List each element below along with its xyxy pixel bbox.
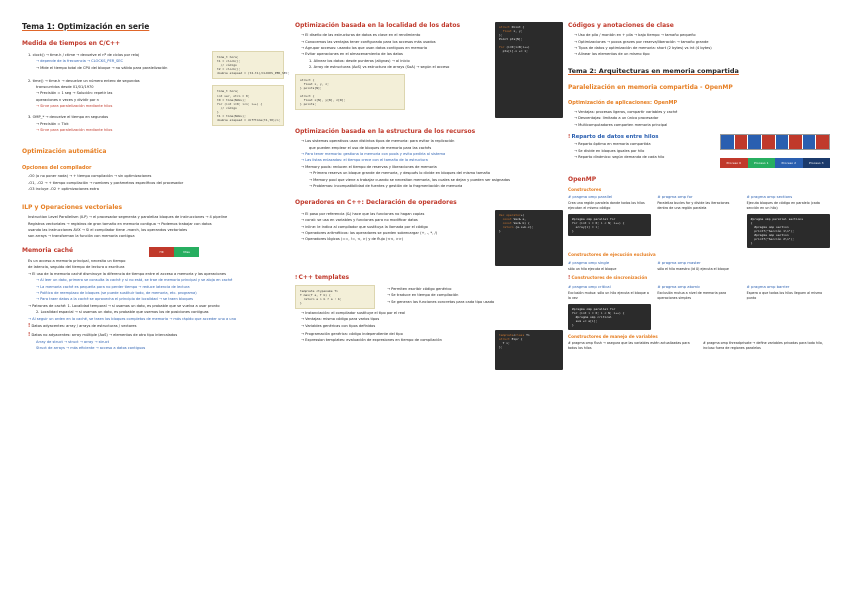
text-line: → Para traer datos a la caché se aprovecha el principio de localidad → se traen bloques bbox=[36, 297, 194, 302]
subsection-openmp-opt: Optimización de aplicaciones: OpenMP bbox=[568, 100, 678, 107]
code-note-aos-soa: struct { float x, y, z; } points[N]; struct { float x[N], y[N], z[N]; } points; bbox=[295, 74, 405, 110]
text-line: → Reparto dinámico: según demanda de cada hilo bbox=[574, 155, 665, 160]
text-line: transcurridos desde 01/01/1970 bbox=[36, 84, 94, 89]
section-estructura-recursos: Optimización basada en la estructura de los recursos bbox=[295, 128, 476, 135]
text-line: → Para tener memoria: gestiona la memoria con pools y evita pedirla al sistema bbox=[301, 151, 446, 156]
text-line: operaciones n veces y dividir por n bbox=[36, 97, 99, 102]
section-openmp: OpenMP bbox=[568, 175, 597, 183]
pragma-threadprivate-text: # pragma omp threadprivate → define variables privadas para todo hilo, incluso fuera de regiones paralelas bbox=[703, 341, 823, 351]
section-paralelizacion: Paralelización en memoria compartida - OpenMP bbox=[568, 84, 733, 92]
cache-diagram bbox=[149, 247, 199, 257]
text-line: → Uso de pila / montón en + pila → bajo tiempo → tamaño pequeño bbox=[574, 33, 696, 38]
text-line: son arrays → transforman la función con memoria contigua bbox=[28, 234, 135, 239]
text-line: -O0 (o no poner nada) → + tiempo compilación → sin optimizaciones bbox=[28, 174, 152, 179]
text-line: → Conocemos las ventajas tener configurado para los accesos más usados bbox=[301, 39, 436, 44]
thread-cell bbox=[735, 135, 749, 149]
code-note-time: time_t hora; int ver, otro = 0; t0 = time(NULL); for (int i=0; i<n; i++) { // código } t1 = time(NULL); double elapsed = difftime(t1,t0)/n; bbox=[212, 85, 284, 125]
text-line: → Ventajas: procesos ligeros, compartir variables y caché bbox=[574, 109, 678, 114]
pragma-title: # pragma omp atomic bbox=[657, 284, 701, 290]
pragma-desc: Ejecuta bloques de código en paralelo (cada sección en un hilo) bbox=[746, 201, 820, 211]
subsection-manejo-variables: Constructores de manejo de variables bbox=[568, 333, 658, 339]
pragma-desc: Paraleliza bucles for y divide las iteraciones dentro de una región paralela bbox=[657, 201, 730, 211]
text-line: 2. Localidad espacial → si usamos un dato, es probable que usemos los de posiciones contiguas bbox=[36, 310, 209, 315]
text-line: 1. clock() → time.h / ctime → devuelve el nº de ciclos por reloj bbox=[28, 52, 140, 57]
warning-icon: ! bbox=[295, 275, 298, 282]
pragma-title: # pragma omp parallel bbox=[568, 194, 613, 200]
text-line: 1. Alinear los datos: desde punteros (alignas) → al inicio bbox=[309, 58, 410, 63]
thread-cell bbox=[816, 135, 829, 149]
text-line: → Agrupar accesos: usando los que usan datos contiguos en memoria bbox=[301, 45, 428, 50]
text-line: 2. Array de estructuras (AoS) vs estructura de arrays (SoA) → según el acceso bbox=[309, 65, 450, 70]
subsection-sincronizacion: Constructores de sincronización bbox=[571, 275, 648, 281]
column-3 bbox=[568, 22, 830, 351]
text-line: usando las instrucciones AVX → Si el compilador tiene -march, los operandos vectoriales bbox=[28, 227, 188, 232]
thread-cell bbox=[776, 135, 790, 149]
text-line: → El uso de la memoria caché disminuye la diferencia de tiempo entre el acceso a memoria y las operaciones bbox=[28, 271, 226, 276]
text-line: → inline: le indica al compilador que sustituya la llamada por el código bbox=[301, 224, 428, 229]
subsection-ejecucion-exclusiva: Constructores de ejecución exclusiva bbox=[568, 252, 656, 258]
text-line: → Sirve para paralelización mediante hilos bbox=[36, 128, 113, 132]
text-line: → Variables genéricas con tipos definidos bbox=[301, 323, 376, 328]
pragma-desc: Exclusión mutua a nivel de memoria para operaciones simples bbox=[657, 291, 727, 300]
sync-grid bbox=[568, 284, 830, 330]
exclusive-grid bbox=[568, 260, 830, 272]
text-line: → Tipos de datos y optimización de memoria: short (2 bytes) vs int (4 bytes) bbox=[574, 45, 712, 50]
warning-icon: ! bbox=[568, 133, 571, 140]
subsection-opciones-compilador: Opciones del compilador bbox=[22, 164, 92, 171]
text-line: → El paso por referencia (&) hace que las funciones no hagan copias bbox=[301, 211, 425, 216]
pragma-grid bbox=[568, 194, 830, 248]
pragma-desc: sólo el hilo maestro (id 0) ejecuta el bloque bbox=[657, 266, 729, 271]
text-line: → Precisión = Tick bbox=[36, 121, 69, 126]
thread-block-3: Proceso 3 bbox=[803, 158, 831, 168]
code-note-template: template <typename T> T max(T a, T b) { return a > b ? a : b; } bbox=[295, 285, 375, 309]
text-line: → Patrones de caché: 1. Localidad temporal → si usamos un dato, es probable que se vuelva a usar pronto bbox=[28, 303, 220, 308]
text-line: → Reparto óptimo en memoria compartida bbox=[574, 142, 651, 147]
text-line: 2. time() → time.h → devuelve un número entero de segundos bbox=[28, 78, 140, 83]
text-line: → Instanciación: el compilador sustituye el tipo por el real bbox=[301, 310, 406, 315]
text-line: Datos adyacentes: array / arrays de estructuras / vectores bbox=[31, 324, 137, 329]
warning-icon: ! bbox=[568, 275, 571, 282]
text-line: → const: se usa en variables y funciones para no modificar datos bbox=[301, 218, 418, 223]
text-line: → Al seguir un orden en la caché, se traen los bloques completos de memoria → más rápido que acceder uno a uno bbox=[28, 316, 237, 321]
text-line: -O1, -O2 → + tiempo compilación → nombres y parámetros específicos del procesador bbox=[28, 180, 184, 185]
section-memoria-cache: Memoria caché bbox=[22, 247, 74, 255]
text-line: que pueden emplear el uso de bloques de memoria para las cachés bbox=[309, 145, 432, 150]
text-line: → Multicomputadores comparten memoria principal bbox=[574, 122, 668, 127]
pragma-desc: Espera a que todos los hilos lleguen al mismo punto bbox=[746, 291, 823, 300]
text-line: → El diseño de las estructuras de datos es clave en el rendimiento bbox=[301, 33, 421, 38]
text-line: → Desventajas: limitado a un único procesador bbox=[574, 116, 659, 121]
cache-miss-block: Miss bbox=[174, 247, 199, 257]
text-line: → Programación genérica: código independiente del tipo bbox=[301, 331, 403, 336]
text-line: Struct de arrays → más eficiente → acceso a datos contiguos bbox=[36, 346, 146, 351]
code-omp-sections: #pragma omp parallel sections { #pragma omp section printf("Sección 1\n"); #pragma omp section printf("Sección 2\n"); } bbox=[747, 214, 830, 248]
thread-cell bbox=[789, 135, 803, 149]
thread-block-1: Proceso 1 bbox=[748, 158, 776, 168]
column-1 bbox=[22, 22, 290, 353]
text-line: → Operadores aritméticos: los operadores se pueden sobrecargar (+, -, *, /) bbox=[301, 231, 438, 235]
subsection-constructores: Constructores bbox=[568, 186, 602, 192]
text-line: → Se generan las funciones concretas para cada tipo usado bbox=[387, 299, 495, 304]
text-line: de latencia, seguido del tiempo de lectura o escritura bbox=[28, 265, 125, 270]
text-line: → Política de reemplazo de bloques (se puede sustituir todo, de memoria, etc. programa) bbox=[36, 291, 197, 296]
text-line: → Las listas enlazadas: el tiempo crece con el tamaño de la estructura bbox=[301, 158, 428, 163]
pragma-title: # pragma omp barrier bbox=[746, 284, 790, 290]
thread-distribution-diagram bbox=[720, 134, 830, 168]
text-line: → depende de la frecuencia → CLOCKS_PER_SEC bbox=[36, 59, 124, 64]
pragma-title: # pragma omp for bbox=[657, 194, 693, 200]
text-line: → Optimizaciones → pocos graves por reserva/liberación → tamaño grande bbox=[574, 39, 709, 44]
section-ilp: ILP y Operaciones vectoriales bbox=[22, 204, 123, 211]
pragma-title: # pragma omp critical bbox=[568, 284, 611, 290]
thread-cell bbox=[762, 135, 776, 149]
pragma-title: # pragma omp single bbox=[568, 259, 610, 265]
code-screenshot-2: Vec operator+( const Vec& a, const Vec& b) { return {a.x+b.x}; } bbox=[495, 210, 563, 266]
pragma-desc: Crea una región paralela donde todos los hilos ejecutan el mismo código bbox=[568, 201, 645, 211]
text-line: Array de struct → struct → array → struct bbox=[36, 339, 110, 344]
text-line: → Evitar operaciones en el almacenamiento de los datos bbox=[301, 52, 403, 57]
text-line: → Sirve para paralelización mediante hilos bbox=[36, 104, 113, 109]
pragma-flush-text: # pragma omp flush → asegura que las variables estén actualizadas para todos los hilos bbox=[568, 341, 690, 351]
code-note-clock: time_t hora; t1 = clock(); // código t2 = clock(); double elapsed = (t2-t1)/CLOCKS_PER_SEC; bbox=[212, 51, 284, 79]
text-line: → Memory pools: reducen el tiempo de reservas y liberaciones de memoria bbox=[301, 164, 437, 169]
cache-hit-block: Hit bbox=[149, 247, 174, 257]
text-line: 3. OMP_* → devuelve el tiempo en segundos bbox=[28, 115, 109, 120]
text-line: → La memoria caché es pequeña para no perder tiempo → reduce latencia de lectura bbox=[36, 284, 190, 289]
section-reparto-datos: Reparto de datos entre hilos bbox=[571, 133, 659, 140]
text-line: → Expression templates: evaluación de expresiones en tiempo de compilación bbox=[301, 338, 442, 343]
topic-2-title: Tema 2: Arquitecturas en memoria compartida bbox=[568, 67, 739, 76]
thread-cell bbox=[748, 135, 762, 149]
text-line: → Se divide en bloques iguales por hilo bbox=[574, 148, 645, 153]
pragma-desc: Exclusión mutua: sólo un hilo ejecuta el bloque a la vez bbox=[568, 291, 649, 300]
text-line: → Permiten escribir código genérico bbox=[387, 286, 452, 291]
code-screenshot-3: template<class T> struct Expr { T v; }; bbox=[495, 330, 563, 370]
text-line: Instruction Level Parallelism (ILP) → el procesador segmenta y paraleliza bloques de instrucciones → 4 pipeline bbox=[28, 215, 228, 220]
text-line: Datos no adyacentes: array múltiple (AoS) → elementos de otro tipo intercalados bbox=[31, 332, 178, 337]
text-line: → Memory pool que viene a trabajar cuando se necesitan memoria, las cuales se dejan y pueden ser asignadas bbox=[309, 177, 510, 182]
thread-block-2: Proceso 2 bbox=[775, 158, 803, 168]
warning-icon: ! bbox=[28, 331, 31, 338]
section-medida-tiempos: Medida de tiempos en C/C++ bbox=[22, 40, 121, 48]
thread-block-0: Proceso 0 bbox=[720, 158, 748, 168]
pragma-desc: sólo un hilo ejecuta el bloque bbox=[568, 266, 617, 271]
text-line: → Operadores lógicos (==, !=, <, >) y de flujo (<<, >>) bbox=[301, 237, 404, 242]
section-localidad-datos: Optimización basada en la localidad de los datos bbox=[295, 22, 461, 29]
section-optimizacion-automatica: Optimización automática bbox=[22, 148, 107, 156]
thread-cell bbox=[721, 135, 735, 149]
section-operadores: Operadores en C++: Declaración de operadores bbox=[295, 199, 457, 206]
text-line: -O3 incluye -O2 + optimizaciones extra bbox=[28, 187, 99, 192]
pragma-title: # pragma omp master bbox=[657, 259, 701, 265]
text-line: Registros vectoriales → registros de gran tamaño en memoria contigua → Podemos trabajar con datos bbox=[28, 221, 212, 226]
code-screenshot-1: struct Point { float x, y; }; Point pts[N]; for (i=0;i<N;i++) pts[i].x += 1; bbox=[495, 22, 563, 118]
text-line: → Los sistemas operativos usan distintos tipos de memoria: para evitar la replicación bbox=[301, 139, 455, 144]
section-codigos-anotaciones: Códigos y anotaciones de clase bbox=[568, 22, 674, 29]
text-line: → Alinear los elementos de un mismo tipo bbox=[574, 52, 650, 57]
text-line: → Primero reserva un bloque grande de memoria, y después lo divide en bloques del mismo tamaño bbox=[309, 171, 491, 176]
warning-icon: ! bbox=[28, 323, 31, 330]
code-omp-for: #pragma omp parallel for for (int i = 0; i < N; i++) { array[i] = i; } bbox=[568, 214, 651, 236]
text-line: Es un acceso a memoria principal, necesita un tiempo bbox=[28, 258, 126, 263]
thread-cell bbox=[803, 135, 817, 149]
code-omp-critical: #pragma omp parallel for for (int i = 0; i < N; i++) { #pragma omp critical sum += a[i]; } bbox=[568, 304, 651, 330]
text-line: → Al leer un dato, primero se consulta la caché y si no está, se trae de memoria principal y se aloja en caché bbox=[36, 278, 233, 283]
text-line: → Ventajas: mismo código para varios tipos bbox=[301, 317, 380, 322]
text-line: → Mide el tiempo total de CPU del bloque → no válido para paralelización bbox=[36, 65, 168, 70]
text-line: → Se traduce en tiempo de compilación bbox=[387, 293, 459, 298]
pragma-title: # pragma omp sections bbox=[746, 194, 793, 200]
text-line: → Precisión = 1 seg → Solución: repetir las bbox=[36, 91, 113, 96]
text-line: → Problemas: incompatibilidad de fuentes y gestión de la fragmentación de memoria bbox=[309, 184, 463, 189]
section-templates: C++ templates bbox=[298, 274, 350, 282]
topic-1-title: Tema 1: Optimización en serie bbox=[22, 22, 150, 31]
column-2 bbox=[295, 22, 563, 370]
